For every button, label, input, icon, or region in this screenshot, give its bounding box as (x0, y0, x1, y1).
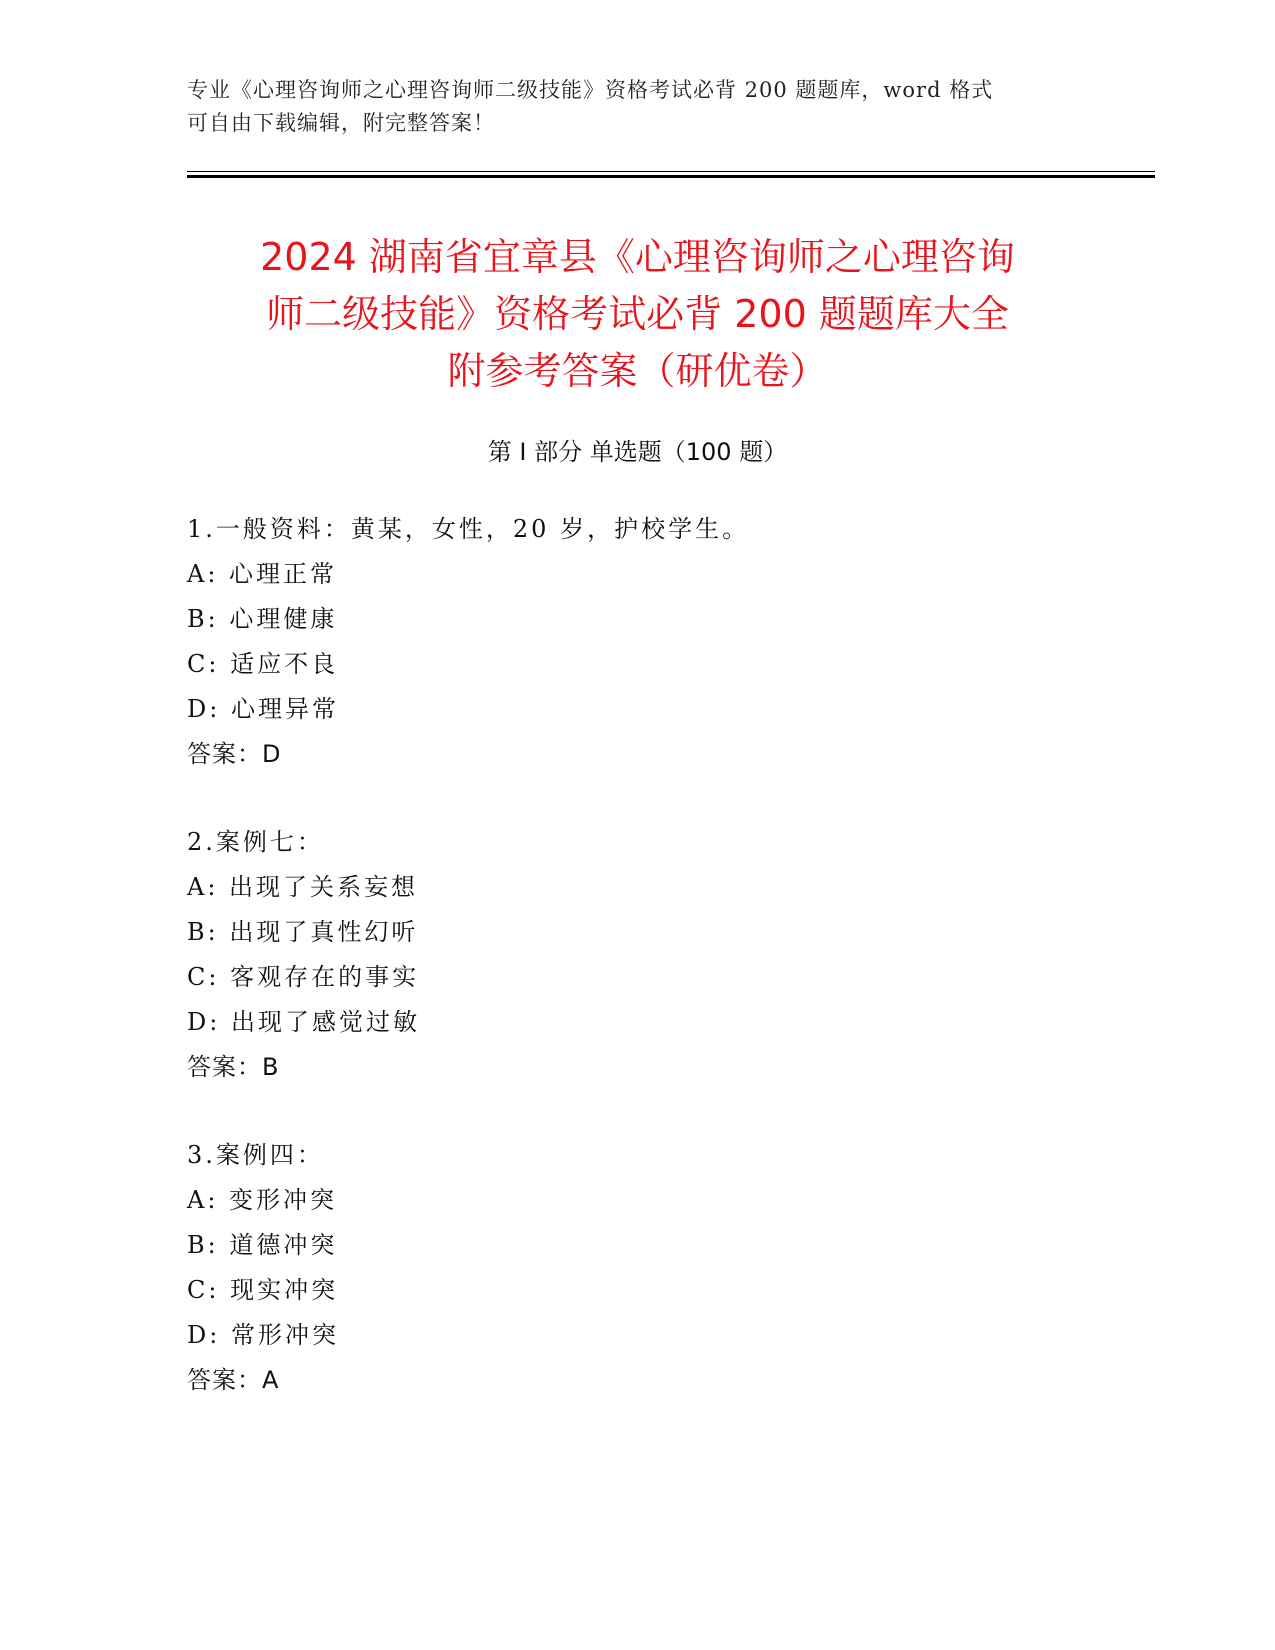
option-a: A: 心理正常 (187, 560, 338, 588)
answer: 答案：B (187, 1053, 280, 1081)
document-title (150, 229, 1125, 400)
header-divider-thin (187, 171, 1155, 172)
option-d: D: 心理异常 (187, 695, 339, 723)
question-stem: 2.案例七： (187, 828, 324, 856)
option-c: C: 现实冲突 (187, 1276, 339, 1304)
option-d: D: 常形冲突 (187, 1321, 339, 1349)
document-title-line-2: 师二级技能》资格考试必背 200 题题库大全 (266, 292, 1009, 336)
answer: 答案：A (187, 1366, 280, 1394)
header-note-line-1: 专业《心理咨询师之心理咨询师二级技能》资格考试必背 200 题题库，word 格式 (187, 78, 994, 102)
document-title-line-1: 2024 湖南省宜章县《心理咨询师之心理咨询 (260, 235, 1015, 279)
option-a: A: 出现了关系妄想 (187, 873, 419, 901)
option-b: B: 出现了真性幻听 (187, 918, 419, 946)
question-2 (187, 820, 1087, 1090)
option-c: C: 适应不良 (187, 650, 339, 678)
answer: 答案：D (187, 740, 282, 768)
header-note-line-2: 可自由下载编辑，附完整答案！ (187, 111, 495, 135)
option-c: C: 客观存在的事实 (187, 963, 420, 991)
question-3 (187, 1133, 1087, 1403)
question-1 (187, 507, 1087, 777)
header-note (187, 74, 1087, 140)
option-a: A: 变形冲突 (187, 1186, 338, 1214)
question-stem: 3.案例四： (187, 1141, 324, 1169)
option-b: B: 心理健康 (187, 605, 338, 633)
header-divider-thick (187, 175, 1155, 178)
option-d: D: 出现了感觉过敏 (187, 1008, 420, 1036)
section-heading: 第 I 部分 单选题（100 题） (487, 438, 788, 466)
question-stem: 1.一般资料：黄某，女性，20 岁，护校学生。 (187, 515, 750, 543)
option-b: B: 道德冲突 (187, 1231, 338, 1259)
document-title-line-3: 附参考答案（研优卷） (447, 349, 828, 393)
